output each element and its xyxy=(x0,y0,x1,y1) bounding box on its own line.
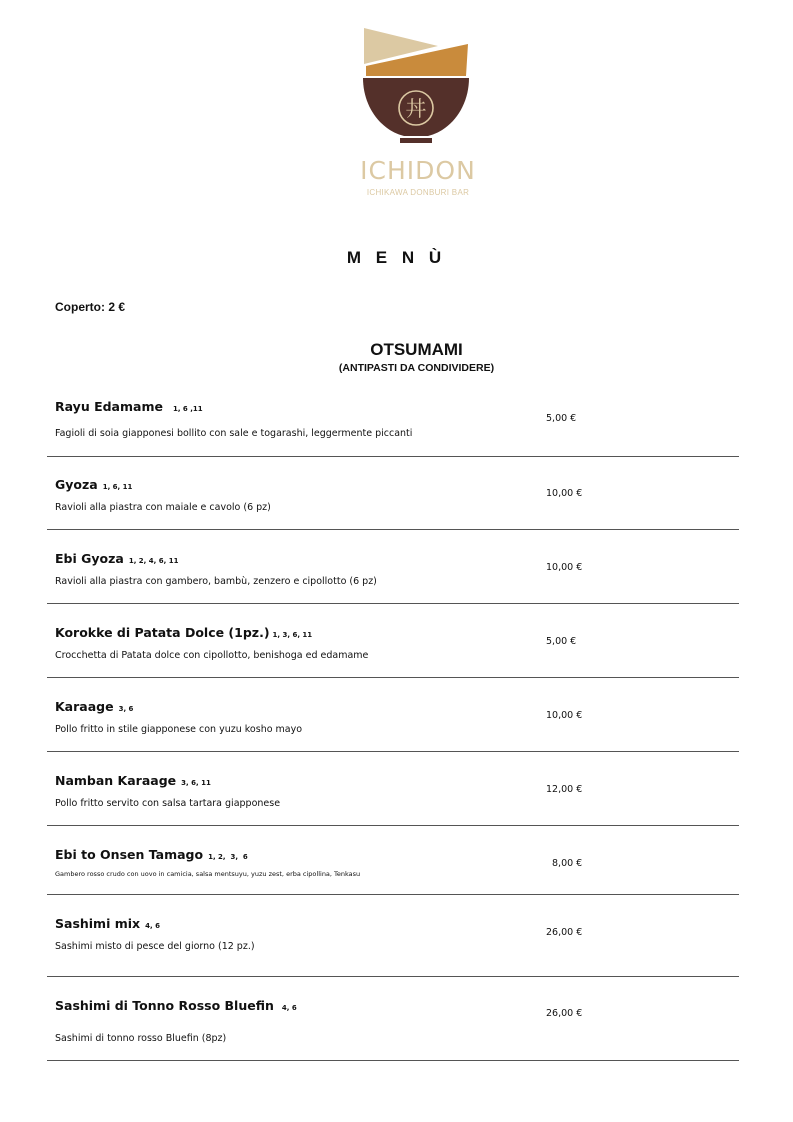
item-name: Karaage 3, 6 xyxy=(55,699,134,714)
item-price: 26,00 € xyxy=(546,927,583,938)
item-description: Ravioli alla piastra con maiale e cavolo (6 pz) xyxy=(55,502,271,513)
item-name: Ebi to Onsen Tamago 1, 2, 3, 6 xyxy=(55,847,248,862)
item-allergens: 1, 6 ,11 xyxy=(172,405,203,413)
cover-charge: Coperto: 2 € xyxy=(55,300,126,314)
item-allergens: 1, 2, 3, 6 xyxy=(208,853,248,861)
section-subtitle: (ANTIPASTI DA CONDIVIDERE) xyxy=(338,362,495,374)
brand-name: ICHIDON xyxy=(360,156,476,185)
item-allergens: 1, 3, 6, 11 xyxy=(272,631,313,639)
item-description: Sashimi di tonno rosso Bluefin (8pz) xyxy=(55,1033,227,1044)
item-allergens: 1, 6, 11 xyxy=(102,483,133,491)
item-allergens: 3, 6, 11 xyxy=(181,779,211,787)
item-name: Namban Karaage 3, 6, 11 xyxy=(55,773,211,788)
item-price: 12,00 € xyxy=(546,784,583,795)
section-title: OTSUMAMI xyxy=(370,340,463,359)
item-description: Crocchetta di Patata dolce con cipollotto, benishoga ed edamame xyxy=(55,650,369,661)
item-allergens: 4, 6 xyxy=(145,922,160,930)
item-price: 10,00 € xyxy=(546,562,583,573)
divider xyxy=(47,894,739,895)
divider xyxy=(47,825,739,826)
divider xyxy=(47,1060,739,1061)
divider xyxy=(47,529,739,530)
item-price: 26,00 € xyxy=(546,1008,583,1019)
menu-title: M E N Ù xyxy=(346,248,447,267)
divider xyxy=(47,677,739,678)
item-name: Gyoza 1, 6, 11 xyxy=(55,477,133,492)
bowl-logo-icon xyxy=(360,26,482,156)
svg-text:丼: 丼 xyxy=(405,97,427,121)
divider xyxy=(47,751,739,752)
item-name: Sashimi mix 4, 6 xyxy=(55,916,160,931)
item-allergens: 1, 2, 4, 6, 11 xyxy=(128,557,179,565)
item-price: 8,00 € xyxy=(552,858,583,869)
brand-subtitle: ICHIKAWA DONBURI BAR xyxy=(366,188,470,197)
item-description: Pollo fritto in stile giapponese con yuzu kosho mayo xyxy=(55,724,303,735)
item-description: Pollo fritto servito con salsa tartara giapponese xyxy=(55,798,281,809)
item-description: Gambero rosso crudo con uovo in camicia, salsa mentsuyu, yuzu zest, erba cipollina, Tenkasu xyxy=(55,870,361,878)
item-description: Fagioli di soia giapponesi bollito con sale e togarashi, leggermente piccanti xyxy=(55,428,413,439)
item-price: 10,00 € xyxy=(546,710,583,721)
item-name: Ebi Gyoza 1, 2, 4, 6, 11 xyxy=(55,551,179,566)
item-price: 10,00 € xyxy=(546,488,583,499)
item-allergens: 4, 6 xyxy=(281,1004,297,1012)
item-price: 5,00 € xyxy=(546,413,577,424)
divider xyxy=(47,456,739,457)
divider xyxy=(47,603,739,604)
item-allergens: 3, 6 xyxy=(118,705,134,713)
item-description: Ravioli alla piastra con gambero, bambù, zenzero e cipollotto (6 pz) xyxy=(55,576,377,587)
item-name: Rayu Edamame 1, 6 ,11 xyxy=(55,399,203,414)
item-name: Korokke di Patata Dolce (1pz.) 1, 3, 6, 11 xyxy=(55,625,313,640)
divider xyxy=(47,976,739,977)
item-description: Sashimi misto di pesce del giorno (12 pz.) xyxy=(55,941,255,952)
item-name: Sashimi di Tonno Rosso Bluefin 4, 6 xyxy=(55,998,297,1013)
item-price: 5,00 € xyxy=(546,636,577,647)
